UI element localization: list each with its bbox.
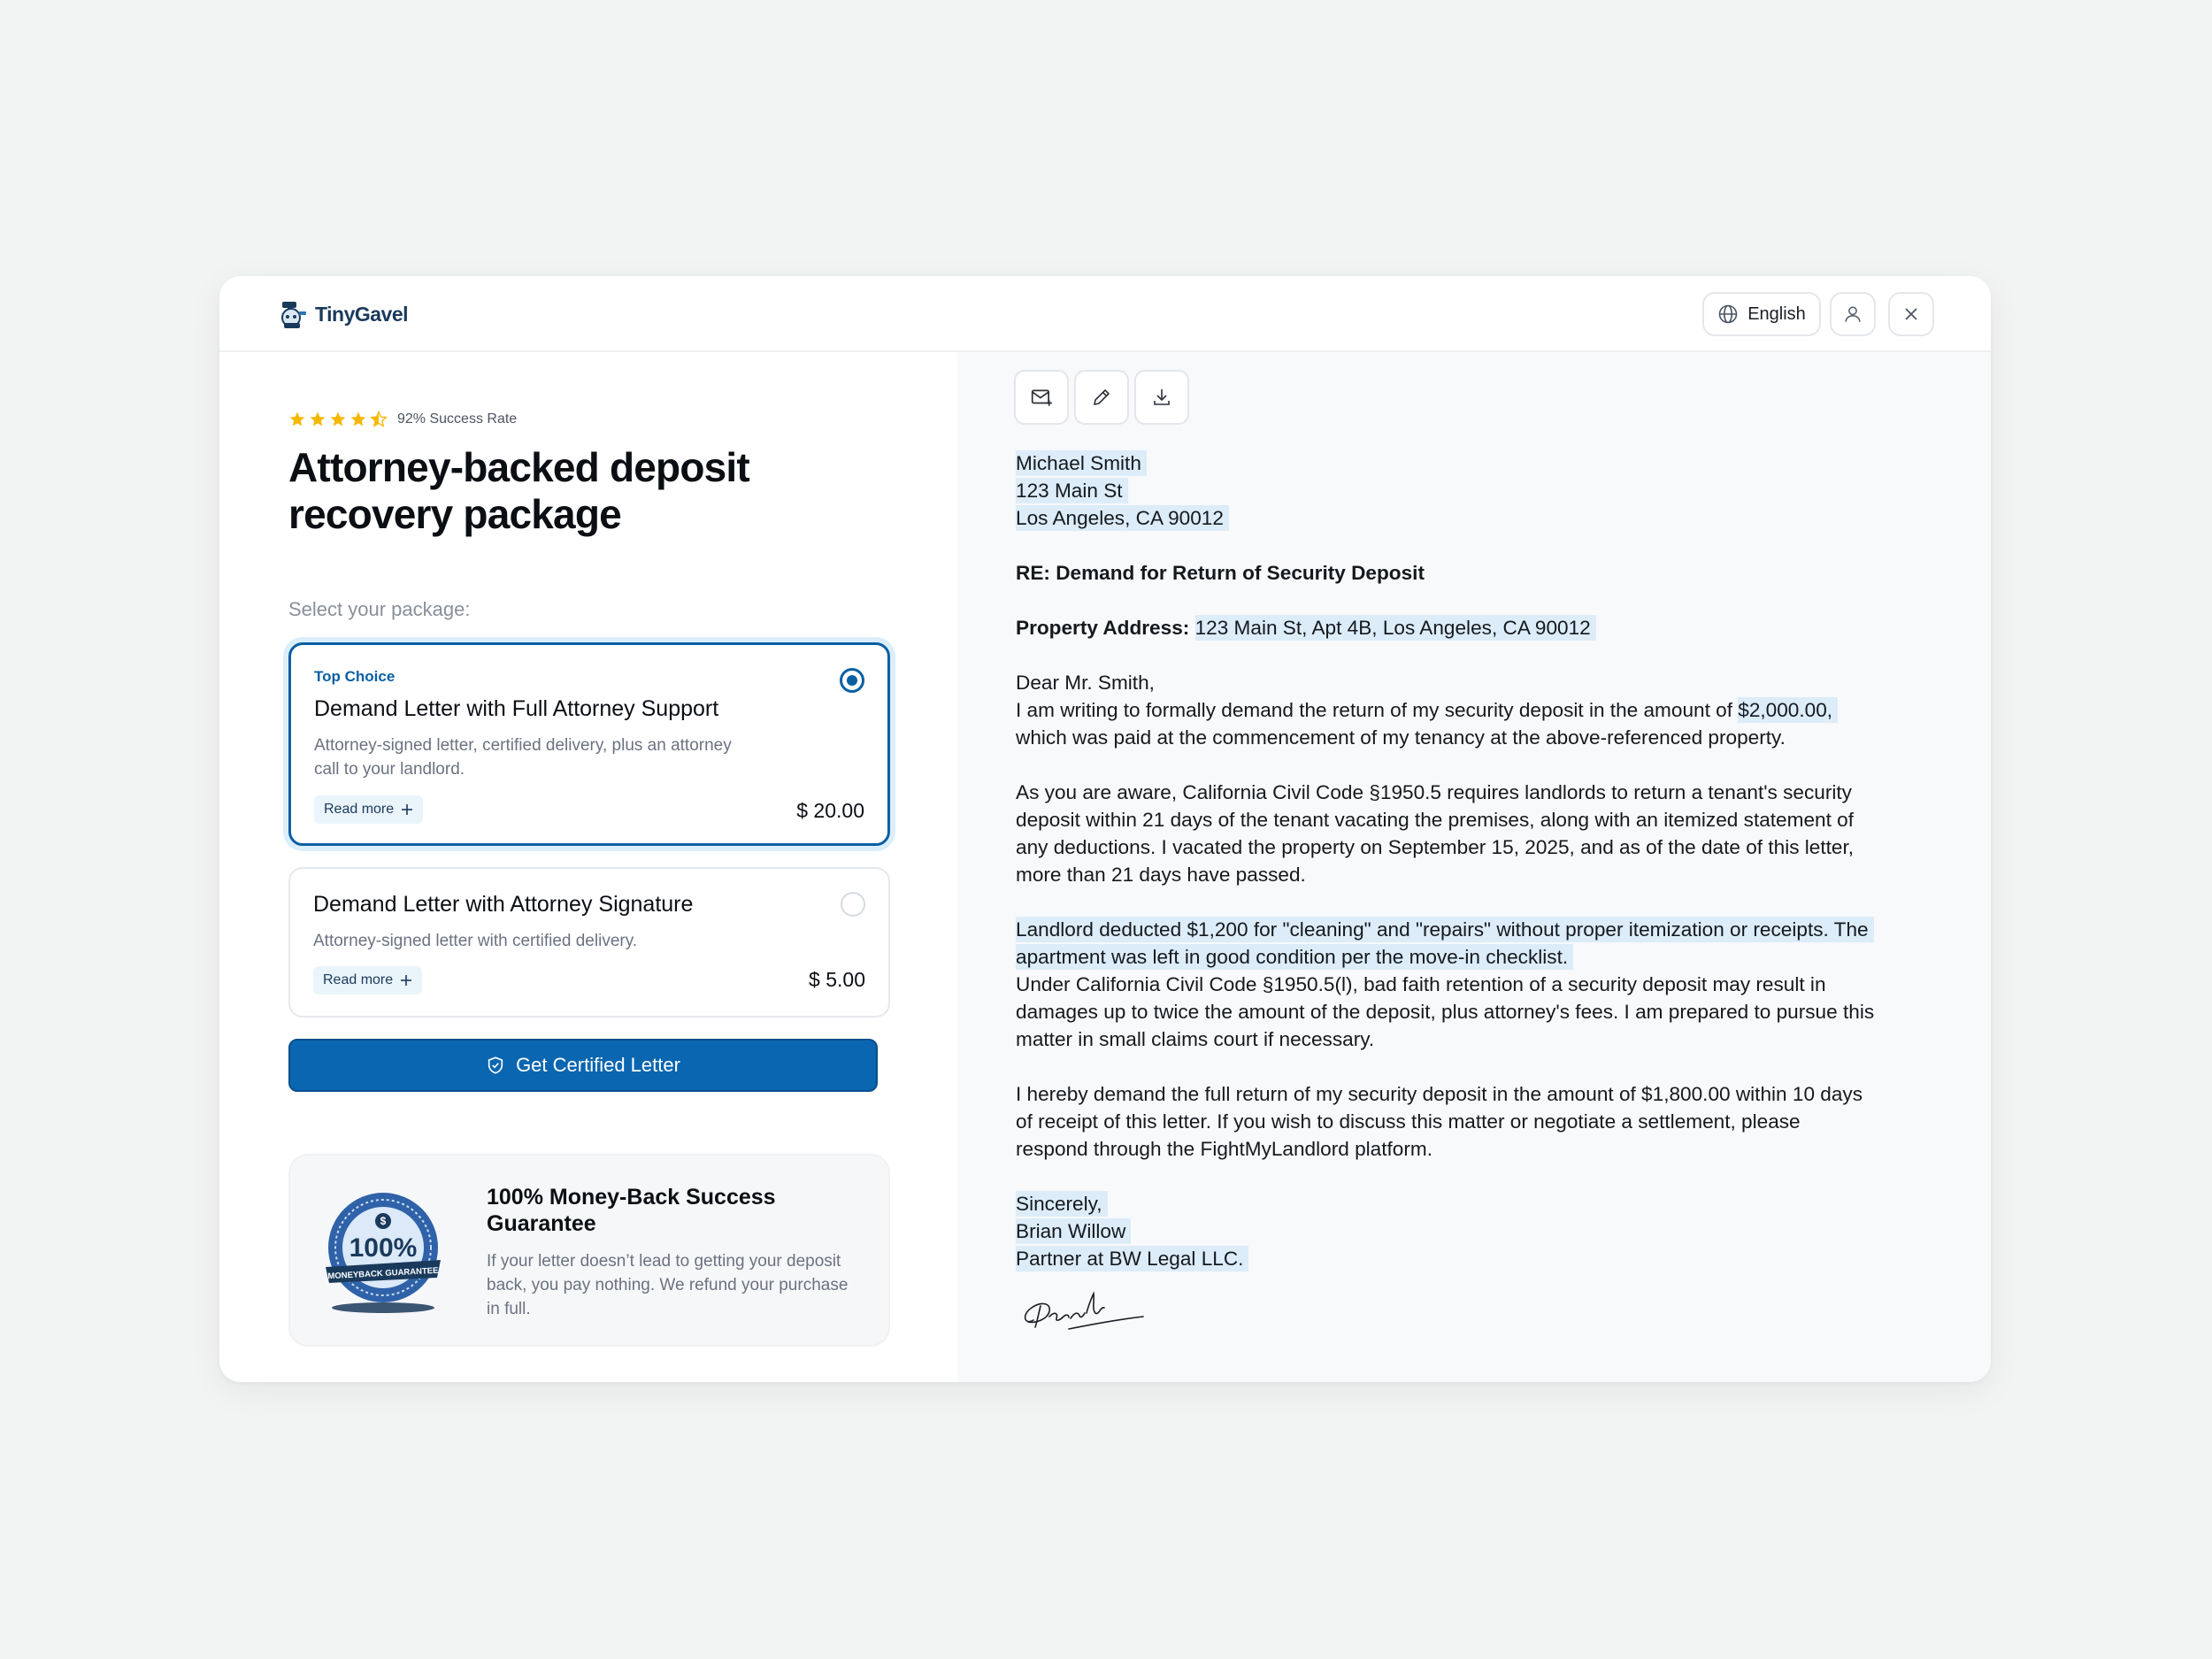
- package-radio-selected[interactable]: [840, 668, 864, 693]
- sender-name: Michael Smith: [1016, 450, 1147, 476]
- paragraph-4-text: I hereby demand the full return of my security deposit in the amount of $1,800.00 within 10 days: [1016, 1083, 1863, 1105]
- property-label: Property Address:: [1016, 617, 1190, 639]
- star-icon: [288, 411, 306, 428]
- paragraph-4-text: of receipt of this letter. If you wish to discuss this matter or negotiate a settlement, please: [1016, 1110, 1801, 1133]
- package-option-signature[interactable]: [288, 867, 890, 1018]
- signer-name: Brian Willow: [1016, 1218, 1131, 1244]
- account-button[interactable]: [1830, 292, 1876, 336]
- read-more-button[interactable]: [314, 795, 423, 824]
- page-title: Attorney-backed deposit recovery package: [288, 444, 749, 537]
- package-title: Demand Letter with Attorney Signature: [313, 892, 694, 917]
- closing: Sincerely,: [1016, 1191, 1108, 1217]
- sender-street: 123 Main St: [1016, 478, 1128, 503]
- paragraph-2-text: As you are aware, California Civil Code §1950.5 requires landlords to return a tenant's security: [1016, 781, 1852, 803]
- deduction-note: Landlord deducted $1,200 for "cleaning" and "repairs" without proper itemization or receipts. The: [1016, 917, 1874, 942]
- paragraph-1-text: which was paid at the commencement of my tenancy at the above-referenced property.: [1016, 726, 1786, 749]
- success-rate: 92% Success Rate: [397, 411, 518, 426]
- letter-body: [1016, 449, 1954, 1272]
- deposit-amount: $2,000.00,: [1738, 697, 1838, 723]
- star-icon: [309, 411, 326, 428]
- package-option-full-support[interactable]: [288, 642, 890, 846]
- close-icon: [1902, 305, 1920, 323]
- top-choice-badge: Top Choice: [314, 668, 396, 685]
- paragraph-3-text: matter in small claims court if necessary.: [1016, 1028, 1375, 1050]
- edit-letter-button[interactable]: [1074, 370, 1129, 425]
- guarantee-title: 100% Money-Back Success Guarantee: [487, 1185, 776, 1236]
- close-button[interactable]: [1888, 292, 1934, 336]
- package-radio-unselected[interactable]: [841, 892, 865, 917]
- half-star-icon: [370, 411, 388, 428]
- paragraph-2-text: any deductions. I vacated the property on September 15, 2025, and as of the date of this letter,: [1016, 836, 1855, 858]
- moneyback-seal-icon: [317, 1186, 449, 1318]
- greeting: Dear Mr. Smith,: [1016, 672, 1155, 694]
- paragraph-3-text: Under California Civil Code §1950.5(l), bad faith retention of a security deposit may result in: [1016, 973, 1826, 995]
- star-icon: [329, 411, 347, 428]
- read-more-label: Read more: [323, 972, 394, 987]
- sender-city: Los Angeles, CA 90012: [1016, 505, 1229, 531]
- signer-title: Partner at BW Legal LLC.: [1016, 1246, 1248, 1271]
- paragraph-1-text: I am writing to formally demand the return of my security deposit in the amount of: [1016, 699, 1732, 721]
- star-icon: [349, 411, 367, 428]
- brand-logo[interactable]: [278, 299, 408, 329]
- language-selector[interactable]: [1702, 292, 1821, 336]
- plus-icon: [400, 974, 412, 987]
- paragraph-4-text: respond through the FightMyLandlord platform.: [1016, 1138, 1432, 1160]
- email-letter-button[interactable]: [1014, 370, 1069, 425]
- seal-subtext: MONEYBACK GUARANTEE: [327, 1265, 439, 1282]
- package-price: $ 5.00: [809, 968, 865, 991]
- package-description: Attorney-signed letter, certified delivery, plus an attorney call to your landlord.: [314, 736, 732, 779]
- shield-icon: [486, 1056, 505, 1075]
- paragraph-2-text: more than 21 days have passed.: [1016, 864, 1306, 886]
- re-line: RE: Demand for Return of Security Deposit: [1016, 562, 1425, 584]
- package-title: Demand Letter with Full Attorney Support: [314, 696, 719, 721]
- guarantee-card: [288, 1154, 890, 1347]
- offer-panel: [219, 352, 957, 1382]
- mail-icon: [1030, 386, 1053, 409]
- download-icon: [1151, 387, 1172, 408]
- globe-icon: [1717, 303, 1739, 325]
- package-description: Attorney-signed letter with certified delivery.: [313, 932, 638, 950]
- gavel-mascot-icon: [278, 299, 308, 329]
- letter-preview-panel: [957, 352, 1991, 1382]
- cta-label: Get Certified Letter: [516, 1054, 680, 1076]
- language-label: English: [1747, 303, 1806, 324]
- main-card: [219, 276, 1991, 1382]
- letter-toolbar: [1014, 370, 1189, 425]
- download-letter-button[interactable]: [1134, 370, 1189, 425]
- plus-icon: [401, 803, 413, 816]
- rating: [288, 411, 517, 428]
- top-bar: [219, 276, 1991, 352]
- read-more-button[interactable]: [313, 966, 422, 995]
- paragraph-3-text: damages up to twice the amount of the deposit, plus attorney's fees. I am prepared to pursue this: [1016, 1001, 1875, 1023]
- package-select-label: Select your package:: [288, 598, 471, 620]
- property-address: 123 Main St, Apt 4B, Los Angeles, CA 90012: [1195, 615, 1596, 641]
- paragraph-2-text: deposit within 21 days of the tenant vacating the premises, along with an itemized statement of: [1016, 809, 1854, 831]
- pencil-icon: [1091, 387, 1112, 408]
- signature-image: [1016, 1286, 1148, 1340]
- deduction-note: apartment was left in good condition per the move-in checklist.: [1016, 944, 1573, 970]
- seal-dollar: $: [380, 1215, 387, 1227]
- get-certified-letter-button[interactable]: [288, 1039, 878, 1092]
- brand-name: TinyGavel: [315, 302, 409, 326]
- guarantee-description: If your letter doesn’t lead to getting your deposit back, you pay nothing. We refund your purchase in full.: [487, 1252, 849, 1318]
- package-price: $ 20.00: [796, 799, 864, 822]
- read-more-label: Read more: [324, 802, 395, 817]
- seal-text: 100%: [349, 1233, 418, 1263]
- user-icon: [1843, 304, 1863, 324]
